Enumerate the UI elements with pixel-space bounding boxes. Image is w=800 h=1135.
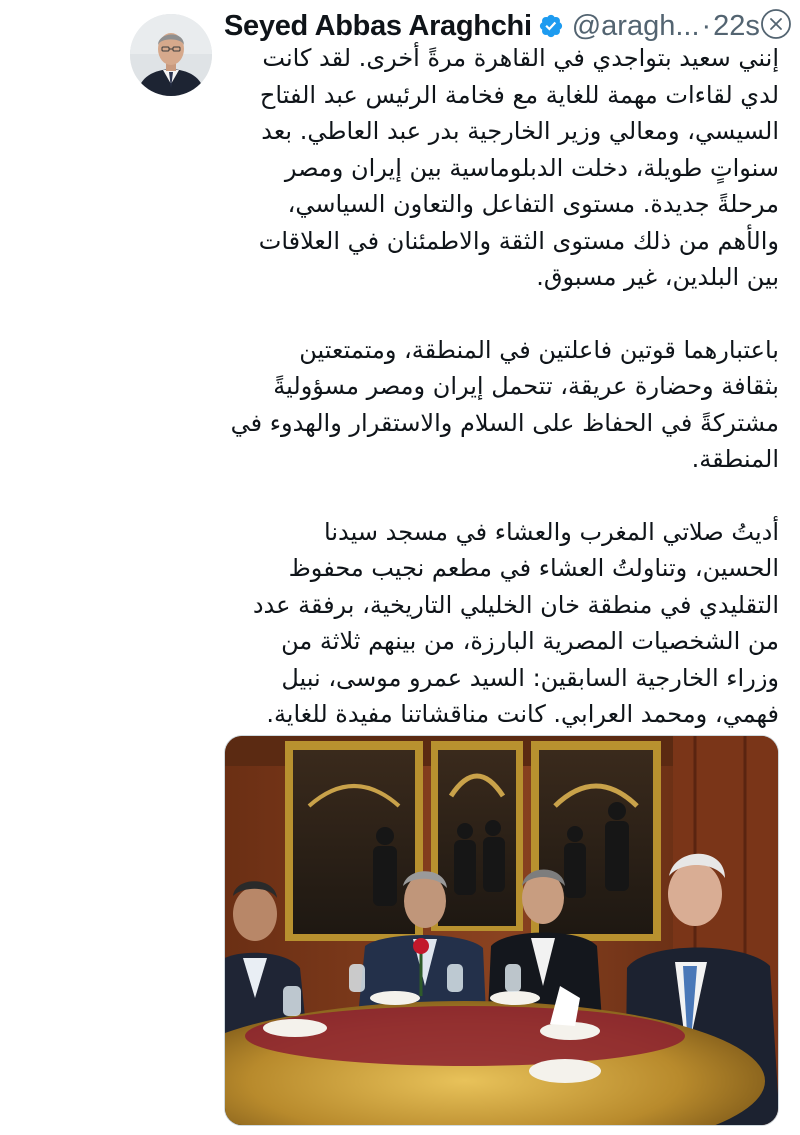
- avatar[interactable]: [130, 14, 212, 96]
- user-handle[interactable]: @aragh...: [571, 9, 700, 42]
- verified-badge-icon: [538, 13, 564, 39]
- tweet-paragraph: باعتبارهما قوتين فاعلتين في المنطقة، ومتمتعتين بثقافة وحضارة عريقة، تتحمل إيران ومصر مسؤوليةً مشتركةً في الحفاظ على السلام والاستقرار والهدوء في المنطقة.: [230, 335, 779, 473]
- separator-dot: ·: [701, 9, 712, 42]
- profile-photo: [130, 14, 212, 96]
- tweet-photo[interactable]: [224, 735, 779, 1126]
- display-name[interactable]: Seyed Abbas Araghchi: [224, 9, 532, 42]
- restaurant-dinner-photo: [225, 736, 779, 1126]
- tweet-paragraph: أديتُ صلاتي المغرب والعشاء في مسجد سيدنا الحسين، وتناولتُ العشاء في مطعم نجيب محفوظ التقليدي في منطقة خان الخليلي التاريخية، برفقة عدد من الشخصيات المصرية البارزة، من بينهم ثلاثة من وزراء الخارجية السابقين: السيد عمرو موسى، نبيل فهمي، ومحمد العرابي. كانت مناقشاتنا مفيدة للغاية.: [252, 517, 779, 728]
- more-options-icon[interactable]: [760, 8, 792, 40]
- timestamp[interactable]: 22s: [713, 9, 760, 42]
- tweet-paragraph: إنني سعيد بتواجدي في القاهرة مرةً أخرى. لقد كانت لدي لقاءات مهمة للغاية مع فخامة الرئيس عبد الفتاح السيسي، ومعالي وزير الخارجية بدر عبد العاطي. بعد سنواتٍ طويلة، دخلت الدبلوماسية بين إيران ومصر مرحلةً جديدة. مستوى التفاعل والتعاون السياسي، والأهم من ذلك مستوى الثقة والاطمئنان في العلاقات بين البلدين، غير مسبوق.: [258, 44, 779, 291]
- tweet-text: [224, 40, 779, 733]
